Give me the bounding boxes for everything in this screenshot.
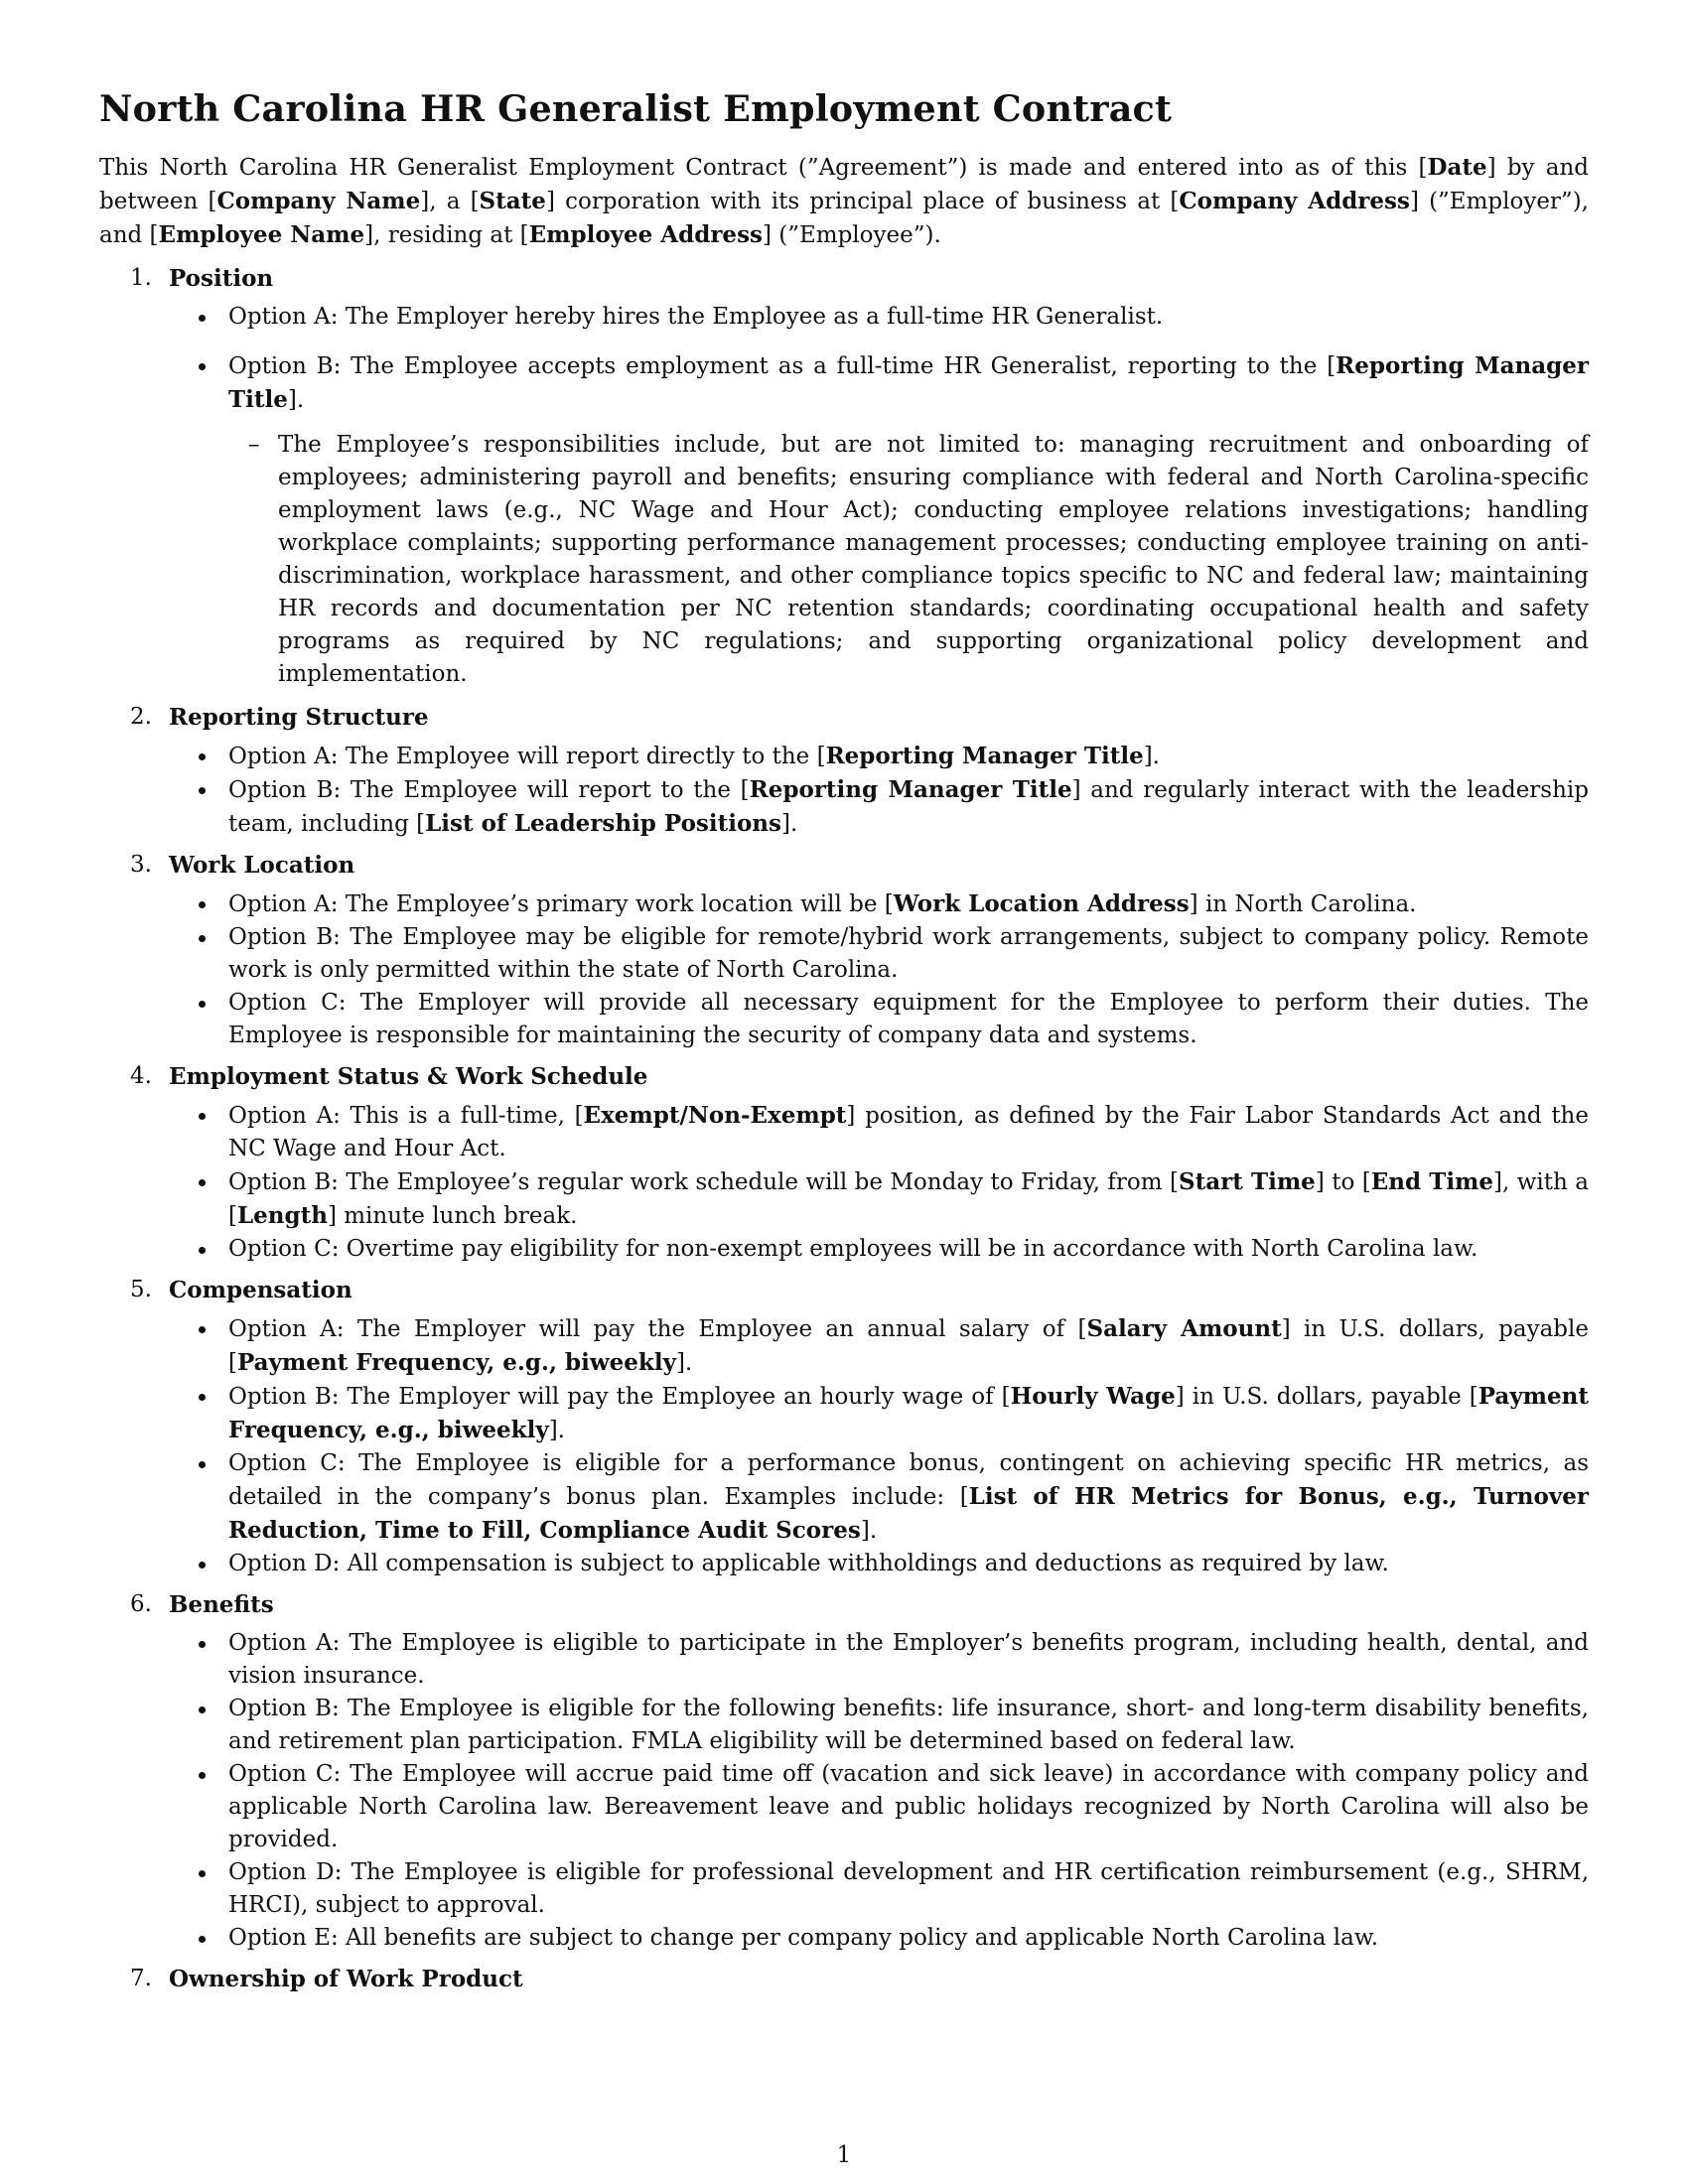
section-ownership	[99, 1963, 1589, 1995]
bullet-icon	[199, 1936, 206, 1943]
options-list	[99, 1627, 1589, 1955]
section-heading	[99, 1274, 1589, 1306]
section-heading	[99, 701, 1589, 734]
list-item: Option C: The Employee is eligible for a performance bonus, contingent on achieving specific HR metrics, as detailed in the company’s bonus plan. Examples include: [List of HR Metrics for Bonus, e.g., Turnover Reduction, Time to Fill, Compliance Audit Scores].	[99, 1447, 1589, 1548]
contract-page	[99, 87, 1589, 2001]
list-item: Option C: The Employee will accrue paid time off (vacation and sick leave) in accordance with company policy and applicable North Carolina law. Bereavement leave and public holidays recognized by North Carolina will also be provided.	[99, 1758, 1589, 1856]
list-item: Option E: All benefits are subject to change per company policy and applicable North Carolina law.	[99, 1922, 1589, 1955]
section-title: Benefits	[169, 1590, 274, 1618]
list-item: Option B: The Employee accepts employment as a full-time HR Generalist, reporting to the [Reporting Manager Title].	[99, 349, 1589, 417]
section-title: Work Location	[169, 851, 355, 879]
bullet-icon	[199, 753, 206, 760]
section-number: 5.	[130, 1276, 152, 1302]
page-number: 1	[836, 2142, 852, 2168]
section-work-location	[99, 849, 1589, 1052]
section-heading	[99, 262, 1589, 295]
list-item: Option B: The Employee may be eligible for remote/hybrid work arrangements, subject to company policy. Remote work is only permitted within the state of North Carolina.	[99, 921, 1589, 987]
options-list	[99, 740, 1589, 841]
dash-icon: –	[248, 431, 260, 458]
list-item: Option A: The Employee’s primary work location will be [Work Location Address] in North Carolina.	[99, 887, 1589, 921]
list-item: Option D: All compensation is subject to applicable withholdings and deductions as required by law.	[99, 1548, 1589, 1580]
section-compensation	[99, 1274, 1589, 1580]
placeholder-state: State	[479, 187, 546, 214]
section-number: 7.	[130, 1965, 152, 1991]
placeholder-employee-name: Employee Name	[158, 220, 365, 248]
section-title: Position	[169, 264, 274, 292]
section-title: Employment Status & Work Schedule	[169, 1062, 648, 1090]
options-list	[99, 887, 1589, 1052]
list-item: Option A: The Employee will report directly to the [Reporting Manager Title].	[99, 740, 1589, 773]
section-title: Reporting Structure	[169, 703, 429, 731]
placeholder-employee-address: Employee Address	[528, 220, 763, 248]
section-position	[99, 262, 1589, 691]
bullet-icon	[199, 1706, 206, 1713]
section-heading	[99, 849, 1589, 882]
placeholder-date: Date	[1427, 153, 1487, 181]
section-number: 3.	[130, 851, 152, 878]
list-item: Option D: The Employee is eligible for professional development and HR certification reimbursement (e.g., SHRM, HRCI), subject to approval.	[99, 1856, 1589, 1922]
bullet-icon	[199, 935, 206, 942]
responsibilities-subitem: – The Employee’s responsibilities include, but are not limited to: managing recruitment and onboarding of employees; administering payroll and benefits; ensuring compliance with federal and North Carolina-specific employment laws (e.g., NC Wage and Hour Act); conducting employee relations investigations; handling workplace complaints; supporting performance management processes; conducting employee training on anti-discrimination, workplace harassment, and other compliance topics specific to NC and federal law; maintaining HR records and documentation per NC retention standards; coordinating occupational health and safety programs as required by NC regulations; and supporting organizational policy development and implementation.	[99, 429, 1589, 691]
bullet-icon	[199, 787, 206, 794]
section-benefits	[99, 1588, 1589, 1955]
sections-list	[99, 262, 1589, 1995]
section-employment-status	[99, 1060, 1589, 1266]
bullet-icon	[199, 1113, 206, 1120]
bullet-icon	[199, 1641, 206, 1648]
placeholder-company-name: Company Name	[216, 187, 421, 214]
section-number: 6.	[130, 1590, 152, 1617]
bullet-icon	[199, 315, 206, 322]
section-title: Ownership of Work Product	[169, 1965, 523, 1992]
intro-paragraph: This North Carolina HR Generalist Employment Contract (”Agreement”) is made and entered into as of this [Date] by and between [Company Name], a [State] corporation with its principal place of business at [Company Address] (”Employer”), and [Employee Name], residing at [Employee Address] (”Employee”).	[99, 153, 1590, 248]
list-item: Option B: The Employee is eligible for the following benefits: life insurance, short- and long-term disability benefits, and retirement plan participation. FMLA eligibility will be determined based on federal law.	[99, 1693, 1589, 1758]
placeholder-company-address: Company Address	[1179, 187, 1410, 214]
bullet-icon	[199, 1326, 206, 1333]
section-reporting-structure	[99, 701, 1589, 841]
bullet-icon	[199, 363, 206, 370]
list-item: Option C: Overtime pay eligibility for non-exempt employees will be in accordance with North Carolina law.	[99, 1233, 1589, 1266]
options-list	[99, 1312, 1589, 1580]
bullet-icon	[199, 1562, 206, 1569]
bullet-icon	[199, 1179, 206, 1186]
section-number: 1.	[130, 264, 152, 291]
section-heading	[99, 1060, 1589, 1093]
bullet-icon	[199, 1772, 206, 1779]
list-item: Option C: The Employer will provide all necessary equipment for the Employee to perform their duties. The Employee is responsible for maintaining the security of company data and systems.	[99, 987, 1589, 1052]
options-list	[99, 301, 1589, 417]
bullet-icon	[199, 1461, 206, 1468]
list-item: Option B: The Employee will report to the [Reporting Manager Title] and regularly interact with the leadership team, including [List of Leadership Positions].	[99, 773, 1589, 841]
list-item: Option B: The Employee’s regular work schedule will be Monday to Friday, from [Start Time] to [End Time], with a [Length] minute lunch break.	[99, 1165, 1589, 1233]
list-item: Option A: The Employer hereby hires the Employee as a full-time HR Generalist.	[99, 301, 1589, 334]
bullet-icon	[199, 1394, 206, 1401]
section-number: 4.	[130, 1062, 152, 1089]
bullet-icon	[199, 1247, 206, 1254]
bullet-icon	[199, 1870, 206, 1877]
section-title: Compensation	[169, 1276, 352, 1303]
section-heading	[99, 1963, 1589, 1995]
list-item: Option A: The Employer will pay the Employee an annual salary of [Salary Amount] in U.S. dollars, payable [Payment Frequency, e.g., biweekly].	[99, 1312, 1589, 1380]
section-number: 2.	[130, 703, 152, 730]
section-heading	[99, 1588, 1589, 1621]
bullet-icon	[199, 901, 206, 908]
list-item: Option B: The Employer will pay the Employee an hourly wage of [Hourly Wage] in U.S. dollars, payable [Payment Frequency, e.g., biweekly].	[99, 1380, 1589, 1447]
options-list	[99, 1099, 1589, 1266]
bullet-icon	[199, 1001, 206, 1008]
document-title: North Carolina HR Generalist Employment Contract	[99, 87, 1173, 130]
list-item: Option A: This is a full-time, [Exempt/Non-Exempt] position, as defined by the Fair Labor Standards Act and the NC Wage and Hour Act.	[99, 1099, 1589, 1165]
list-item: Option A: The Employee is eligible to participate in the Employer’s benefits program, including health, dental, and vision insurance.	[99, 1627, 1589, 1693]
